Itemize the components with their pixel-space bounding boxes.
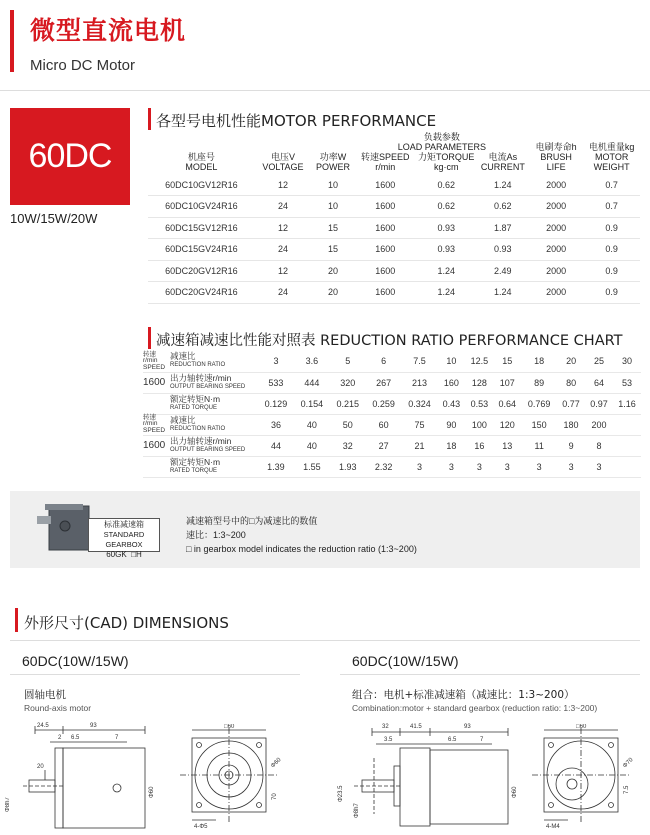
ratio-cell: 3 (521, 456, 557, 477)
ratio-cell: 160 (437, 372, 465, 393)
dimensions-heading-bar (15, 608, 18, 632)
ratio-cell: 8 (585, 435, 613, 456)
ratio-cell: 0.769 (521, 393, 557, 414)
ratio-row-label (170, 414, 258, 435)
cell-life: 2000 (529, 282, 583, 304)
cell-speed: 1600 (355, 260, 416, 282)
ratio-cell: 20 (557, 351, 585, 372)
dim-left-front-drawing (180, 724, 290, 835)
col-weight: 电机重量kg MOTOR WEIGHT (588, 142, 635, 172)
cell-model: 60DC15GV12R16 (148, 217, 255, 239)
cell-voltage: 24 (255, 239, 312, 261)
ratio-cell: 6 (366, 351, 402, 372)
speed-label (143, 414, 170, 435)
ratio-row-label (170, 393, 258, 414)
dim-right-label-8: □60 (576, 724, 587, 730)
dim-right-sub-en: Combination:motor + standard gearbox (reduction ratio: 1:3~200) (352, 703, 598, 713)
ratio-cell: 0.64 (493, 393, 521, 414)
dim-left-label-1: 93 (90, 723, 97, 729)
table-row (148, 174, 640, 196)
ratio-cell: 18 (521, 351, 557, 372)
cell-life: 2000 (529, 174, 583, 196)
cell-current: 1.24 (477, 282, 529, 304)
col-model: 机座号 MODEL (185, 152, 218, 172)
dim-left-label-0: 24.5 (37, 723, 49, 729)
cell-power: 20 (311, 282, 355, 304)
ratio-cell: 0.77 (557, 393, 585, 414)
ratio-row-label (170, 435, 258, 456)
dim-left-label-6: Φ8h7 (5, 797, 11, 812)
dim-right-label-0: 32 (382, 724, 389, 730)
dimensions-divider (10, 640, 640, 641)
dim-right-label-9: Φ60 (512, 786, 518, 798)
row-label-cn: 出力轴转速r/min (170, 435, 232, 446)
cell-torque: 0.62 (416, 196, 477, 218)
cell-power: 15 (311, 239, 355, 261)
dim-right-label-6: Φ23.5 (338, 785, 344, 802)
dim-left-sub-en: Round-axis motor (24, 703, 92, 713)
ratio-cell: 0.129 (258, 393, 294, 414)
ratio-row (143, 372, 641, 393)
dim-left-label-9: Φ60 (270, 757, 283, 770)
ratio-cell: 15 (493, 351, 521, 372)
dim-left-side-drawing (5, 718, 165, 835)
dim-right-label-11: 7.5 (624, 785, 630, 794)
gearbox-note-3: □ in gearbox model indicates the reduction ratio (1:3~200) (186, 544, 417, 554)
dim-left-label-7: □60 (224, 724, 235, 730)
row-label-cn: 减速比 (170, 414, 196, 425)
ratio-cell: 64 (585, 372, 613, 393)
header-divider (0, 90, 650, 91)
ratio-cell: 80 (557, 372, 585, 393)
ratio-row-label (170, 351, 258, 372)
row-label-en: OUTPUT BEARING SPEED (170, 446, 246, 453)
dim-left-sub-cn: 圆轴电机 (24, 689, 66, 701)
row-label-en: RATED TORQUE (170, 404, 218, 411)
row-label-en: REDUCTION RATIO (170, 362, 226, 369)
cell-current: 0.62 (477, 196, 529, 218)
cell-power: 10 (311, 174, 355, 196)
cell-power: 20 (311, 260, 355, 282)
col-life: 电刷寿命h BRUSH LIFE (535, 142, 577, 172)
ratio-cell: 2.32 (366, 456, 402, 477)
ratio-cell: 0.97 (585, 393, 613, 414)
dim-right-label-4: 6.5 (448, 737, 457, 743)
ratio-row (143, 351, 641, 372)
ratio-heading: 减速箱减速比性能对照表 REDUCTION RATIO PERFORMANCE CHART (156, 333, 623, 349)
cell-life: 2000 (529, 239, 583, 261)
speed-label-speed_label_unit: r/min (143, 420, 158, 428)
cell-torque: 0.93 (416, 239, 477, 261)
row-label-cn: 额定转矩N·m (170, 393, 221, 404)
cell-weight: 0.7 (583, 174, 640, 196)
ratio-cell: 100 (465, 414, 493, 435)
cell-model: 60DC20GV24R16 (148, 282, 255, 304)
cell-current: 1.24 (477, 174, 529, 196)
cell-life: 2000 (529, 217, 583, 239)
dim-left-label-11: 4-Φ5 (194, 824, 208, 830)
ratio-cell: 60 (366, 414, 402, 435)
ratio-cell: 36 (258, 414, 294, 435)
gearbox-image (35, 500, 93, 559)
cell-voltage: 12 (255, 174, 312, 196)
ratio-row (143, 435, 641, 456)
ratio-cell: 30 (613, 351, 641, 372)
gearbox-code: 60GK □H (106, 550, 142, 559)
cell-torque: 0.62 (416, 174, 477, 196)
cell-speed: 1600 (355, 239, 416, 261)
performance-heading: 各型号电机性能MOTOR PERFORMANCE (156, 112, 437, 130)
dim-right-label-1: 41.5 (410, 724, 422, 730)
row-label-en: REDUCTION RATIO (170, 425, 226, 432)
ratio-cell: 5 (330, 351, 366, 372)
cell-voltage: 24 (255, 196, 312, 218)
table-row (148, 217, 640, 239)
page-subtitle: Micro DC Motor (30, 57, 136, 74)
performance-heading-bar (148, 108, 151, 130)
header-accent-bar (10, 10, 14, 72)
dim-left-label-8: Φ60 (149, 786, 155, 798)
table-row (148, 282, 640, 304)
ratio-cell: 12.5 (465, 351, 493, 372)
dimensions-heading: 外形尺寸(CAD) DIMENSIONS (24, 614, 229, 632)
model-badge: 60DC (10, 108, 130, 205)
cell-speed: 1600 (355, 282, 416, 304)
gearbox-note-2: 速比：1:3~200 (186, 530, 246, 540)
gearbox-label-cn: 标准减速箱 (104, 520, 144, 529)
ratio-row-label (170, 456, 258, 477)
speed-label-speed_label_cn: 转速 (143, 413, 156, 421)
dim-left-label-5: 20 (37, 764, 44, 770)
ratio-cell: 75 (402, 414, 438, 435)
ratio-cell: 53 (613, 372, 641, 393)
cell-weight: 0.9 (583, 260, 640, 282)
row-label-cn: 出力轴转速r/min (170, 372, 232, 383)
row-label-en: RATED TORQUE (170, 467, 218, 474)
ratio-cell: 40 (294, 435, 330, 456)
ratio-cell: 128 (465, 372, 493, 393)
ratio-cell: 25 (585, 351, 613, 372)
cell-speed: 1600 (355, 196, 416, 218)
speed-spacer (143, 393, 170, 414)
ratio-cell: 21 (402, 435, 438, 456)
dim-left-title: 60DC(10W/15W) (22, 653, 129, 669)
cell-life: 2000 (529, 196, 583, 218)
dim-left-label-4: 7 (115, 735, 119, 741)
dim-right-sub-cn: 组合：电机+标准减速箱（减速比：1:3~200） (352, 689, 575, 701)
cell-speed: 1600 (355, 174, 416, 196)
ratio-cell: 3 (557, 456, 585, 477)
ratio-heading-bar (148, 327, 151, 349)
dim-right-title: 60DC(10W/15W) (352, 653, 459, 669)
ratio-cell: 3 (258, 351, 294, 372)
ratio-cell: 7.5 (402, 351, 438, 372)
dim-left-label-3: 6.5 (71, 735, 80, 741)
ratio-cell: 444 (294, 372, 330, 393)
ratio-cell (613, 435, 641, 456)
cell-current: 1.87 (477, 217, 529, 239)
page-title: 微型直流电机 (30, 16, 187, 45)
col-load: 负载参数 LOAD PARAMETERS (397, 132, 487, 152)
ratio-cell: 32 (330, 435, 366, 456)
gearbox-label-box (88, 518, 160, 559)
ratio-cell: 200 (585, 414, 613, 435)
ratio-cell: 1.93 (330, 456, 366, 477)
performance-table (148, 132, 640, 304)
speed-label-speed_label_en: SPEED (143, 426, 166, 434)
ratio-cell: 40 (294, 414, 330, 435)
ratio-row (143, 456, 641, 477)
col-torque: 力矩TORQUE kg·cm (418, 152, 475, 172)
ratio-cell: 320 (330, 372, 366, 393)
ratio-cell: 0.43 (437, 393, 465, 414)
ratio-cell: 267 (366, 372, 402, 393)
cell-torque: 0.93 (416, 217, 477, 239)
speed-spacer (143, 456, 170, 477)
table-row (148, 196, 640, 218)
cell-weight: 0.9 (583, 217, 640, 239)
ratio-cell: 1.39 (258, 456, 294, 477)
dim-right-front-drawing (532, 724, 642, 835)
ratio-cell: 3 (402, 456, 438, 477)
ratio-table (143, 351, 641, 478)
ratio-cell: 50 (330, 414, 366, 435)
cell-torque: 1.24 (416, 260, 477, 282)
dim-right-underline (340, 674, 640, 675)
ratio-cell: 180 (557, 414, 585, 435)
ratio-cell: 0.259 (366, 393, 402, 414)
cell-model: 60DC20GV12R16 (148, 260, 255, 282)
ratio-cell: 150 (521, 414, 557, 435)
ratio-cell: 3 (493, 456, 521, 477)
ratio-row (143, 414, 641, 435)
dim-right-label-12: 4-M4 (546, 824, 560, 830)
row-label-cn: 额定转矩N·m (170, 456, 221, 467)
cell-power: 10 (311, 196, 355, 218)
row-label-en: OUTPUT BEARING SPEED (170, 383, 246, 390)
gearbox-label-en: STANDARD GEARBOX (103, 530, 145, 549)
ratio-cell: 533 (258, 372, 294, 393)
dim-right-label-7: Φ8h7 (354, 803, 360, 818)
ratio-cell (613, 414, 641, 435)
col-power: 功率W POWER (316, 152, 351, 172)
cell-life: 2000 (529, 260, 583, 282)
ratio-cell: 1.55 (294, 456, 330, 477)
col-speed: 转速SPEED r/min (361, 152, 410, 172)
cell-speed: 1600 (355, 217, 416, 239)
speed-value: 1600 (143, 435, 170, 456)
cell-model: 60DC10GV24R16 (148, 196, 255, 218)
table-row (148, 260, 640, 282)
ratio-cell: 9 (557, 435, 585, 456)
cell-voltage: 12 (255, 260, 312, 282)
ratio-cell: 3 (465, 456, 493, 477)
dim-right-label-2: 93 (464, 724, 471, 730)
dim-left-underline (10, 674, 300, 675)
dim-right-side-drawing (332, 718, 522, 835)
cell-model: 60DC10GV12R16 (148, 174, 255, 196)
ratio-cell: 3 (437, 456, 465, 477)
cell-power: 15 (311, 217, 355, 239)
cell-weight: 0.7 (583, 196, 640, 218)
dim-right-label-10: Φ70 (622, 757, 635, 770)
ratio-cell: 90 (437, 414, 465, 435)
ratio-cell: 120 (493, 414, 521, 435)
cell-weight: 0.9 (583, 239, 640, 261)
cell-current: 0.93 (477, 239, 529, 261)
cell-voltage: 12 (255, 217, 312, 239)
col-voltage: 电压V VOLTAGE (262, 152, 304, 172)
ratio-cell: 3 (585, 456, 613, 477)
ratio-row-label (170, 372, 258, 393)
ratio-cell: 213 (402, 372, 438, 393)
speed-value: 1600 (143, 372, 170, 393)
ratio-cell: 3.6 (294, 351, 330, 372)
ratio-cell: 11 (521, 435, 557, 456)
dim-right-label-3: 3.5 (384, 737, 393, 743)
cell-torque: 1.24 (416, 282, 477, 304)
row-label-cn: 减速比 (170, 351, 196, 362)
ratio-cell: 0.215 (330, 393, 366, 414)
ratio-cell: 107 (493, 372, 521, 393)
speed-label-speed_label_cn: 转速 (143, 350, 156, 358)
ratio-cell: 0.324 (402, 393, 438, 414)
speed-label (143, 351, 170, 372)
col-current: 电流As CURRENT (480, 152, 525, 172)
ratio-cell: 10 (437, 351, 465, 372)
speed-label-speed_label_en: SPEED (143, 363, 166, 371)
gearbox-notes (186, 514, 417, 556)
cell-voltage: 24 (255, 282, 312, 304)
power-range: 10W/15W/20W (10, 211, 98, 226)
cell-weight: 0.9 (583, 282, 640, 304)
cell-current: 2.49 (477, 260, 529, 282)
ratio-cell: 13 (493, 435, 521, 456)
ratio-cell: 27 (366, 435, 402, 456)
ratio-cell: 89 (521, 372, 557, 393)
dim-left-label-2: 2 (58, 735, 62, 741)
ratio-cell: 18 (437, 435, 465, 456)
ratio-cell: 44 (258, 435, 294, 456)
speed-label-speed_label_unit: r/min (143, 357, 158, 364)
ratio-row (143, 393, 641, 414)
table-row (148, 239, 640, 261)
ratio-cell: 0.154 (294, 393, 330, 414)
gearbox-note-1: 减速箱型号中的□为减速比的数值 (186, 516, 318, 526)
dim-left-label-10: 70 (272, 793, 278, 800)
ratio-cell: 1.16 (613, 393, 641, 414)
ratio-cell: 16 (465, 435, 493, 456)
ratio-cell: 0.53 (465, 393, 493, 414)
ratio-cell (613, 456, 641, 477)
dim-right-label-5: 7 (480, 737, 484, 743)
cell-model: 60DC15GV24R16 (148, 239, 255, 261)
